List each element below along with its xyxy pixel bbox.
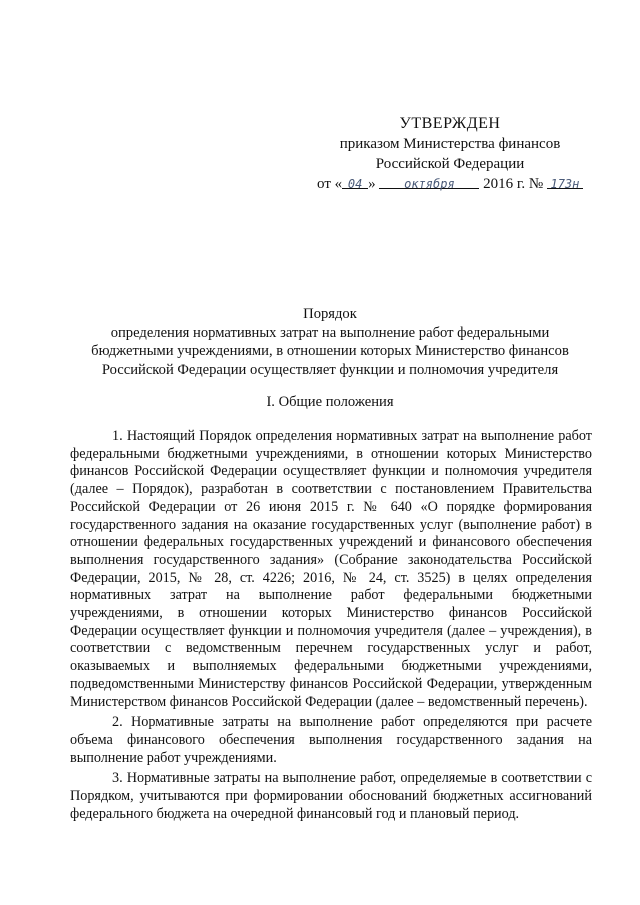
document-title [70, 305, 590, 379]
document-body [70, 428, 592, 826]
section-heading: I. Общие положения [266, 394, 394, 410]
title-line-3: Российской Федерации осуществляет функции и полномочия учредителя [101, 361, 559, 378]
handwritten-number: 173н [550, 177, 580, 191]
date-prefix: от « [317, 176, 343, 192]
approval-line-ministry: приказом Министерства финансов [339, 136, 561, 152]
handwritten-day: 04 [347, 177, 363, 191]
approval-heading: УТВЕРЖДЕН [399, 115, 501, 132]
date-quote-close: » [368, 176, 376, 192]
handwritten-month: октября [404, 177, 455, 191]
title-word: Порядок [303, 306, 357, 322]
month-blank [379, 174, 479, 189]
day-blank [342, 174, 368, 189]
paragraph-2: 2. Нормативные затраты на выполнение работ определяются при расчете объема финансового обеспечения выполнения государственного задания на выполнение работ учреждениями. [70, 714, 592, 766]
paragraph-1: 1. Настоящий Порядок определения нормативных затрат на выполнение работ федеральными бюджетными учреждениями, в отношении которых Министерство финансов Российской Федерации осуществляет функции и полномочия учредителя (далее – Порядок), разработан в соответствии с постановлением Правительства Российской Федерации от 26 июня 2015 г. № 640 «О порядке формирования государственного задания на оказание государственных услуг (выполнение работ) в отношении федеральных государственных учреждений и финансового обеспечения выполнения государственного задания» (Собрание законодательства Российской Федерации, 2015, № 28, ст. 4226; 2016, № 24, ст. 3525) в целях определения нормативных затрат на выполнение работ федеральными бюджетными учреждениями, в отношении которых Министерство финансов Российской Федерации осуществляет функции и полномочия учредителя (далее – учреждения), в соответствии с ведомственным перечнем государственных услуг и работ, оказываемых и выполняемых федеральными бюджетными учреждениями, подведомственными Министерству финансов Российской Федерации, утвержденным Министерством финансов Российской Федерации (далее – ведомственный перечень). [70, 428, 592, 710]
approval-date-line [300, 174, 600, 194]
approval-line-federation: Российской Федерации [375, 156, 525, 172]
date-year: 2016 г. № [483, 176, 544, 192]
approval-stamp [300, 114, 600, 194]
title-line-1: определения нормативных затрат на выполнение работ федеральными [110, 324, 550, 341]
paragraph-3: 3. Нормативные затраты на выполнение работ, определяемые в соответствии с Порядком, учитываются при формировании обоснований бюджетных ассигнований федерального бюджета на очередной финансовый год и плановый период. [70, 770, 592, 822]
title-line-2: бюджетными учреждениями, в отношении которых Министерство финансов [91, 343, 569, 359]
number-blank [547, 174, 583, 189]
